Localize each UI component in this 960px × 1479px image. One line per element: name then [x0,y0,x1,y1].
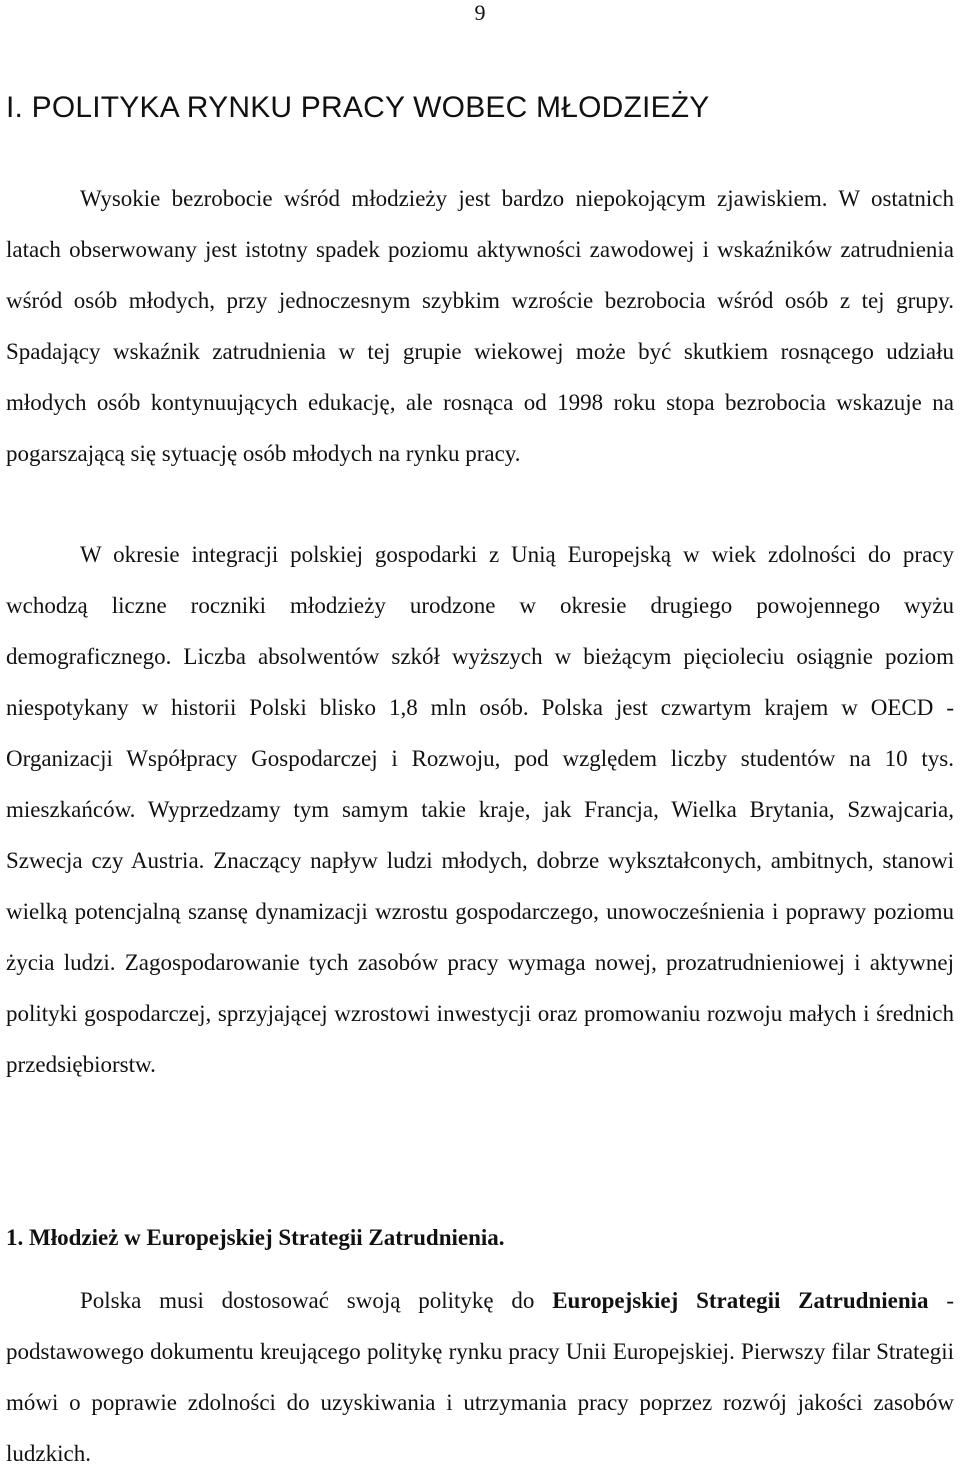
page-number: 9 [474,0,486,25]
strategy-name-bold: Europejskiej Strategii Zatrudnienia [552,1288,929,1313]
paragraph-employment-strategy [6,1275,954,1479]
paragraph-text-end: - podstawowego dokumentu kreującego politykę rynku pracy Unii Europejskiej. Pierwszy filar Strategii mówi o poprawie zdolności do uzyskiwania i utrzymania pracy poprzez rozwój jakości zasobów ludzkich. [6,1288,954,1466]
paragraph-eu-integration: W okresie integracji polskiej gospodarki z Unią Europejską w wiek zdolności do pracy wchodzą liczne roczniki młodzieży urodzone w okresie drugiego powojennego wyżu demograficznego. Liczba absolwentów szkół wyższych w bieżącym pięcioleciu osiągnie poziom niespotykany w historii Polski blisko 1,8 mln osób. Polska jest czwartym krajem w OECD - Organizacji Współpracy Gospodarczej i Rozwoju, pod względem liczby studentów na 10 tys. mieszkańców. Wyprzedzamy tym samym takie kraje, jak Francja, Wielka Brytania, Szwajcaria, Szwecja czy Austria. Znaczący napływ ludzi młodych, dobrze wykształconych, ambitnych, stanowi wielką potencjalną szansę dynamizacji wzrostu gospodarczego, unowocześnienia i poprawy poziomu życia ludzi. Zagospodarowanie tych zasobów pracy wymaga nowej, prozatrudnieniowej i aktywnej polityki gospodarczej, sprzyjającej wzrostowi inwestycji oraz promowaniu rozwoju małych i średnich przedsiębiorstw. [6,542,954,1077]
section-heading: 1. Młodzież w Europejskiej Strategii Zatrudnienia. [6,1225,505,1250]
paragraph-text-start: Polska musi dostosować swoją politykę do [80,1288,553,1313]
paragraph-youth-unemployment: Wysokie bezrobocie wśród młodzieży jest bardzo niepokojącym zjawiskiem. W ostatnich latach obserwowany jest istotny spadek poziomu aktywności zawodowej i wskaźników zatrudnienia wśród osób młodych, przy jednoczesnym szybkim wzroście bezrobocia wśród osób z tej grupy. Spadający wskaźnik zatrudnienia w tej grupie wiekowej może być skutkiem rosnącego udziału młodych osób kontynuujących edukację, ale rosnąca od 1998 roku stopa bezrobocia wskazuje na pogarszającą się sytuację osób młodych na rynku pracy. [6,186,954,466]
chapter-title: I. POLITYKA RYNKU PRACY WOBEC MŁODZIEŻY [6,91,710,124]
